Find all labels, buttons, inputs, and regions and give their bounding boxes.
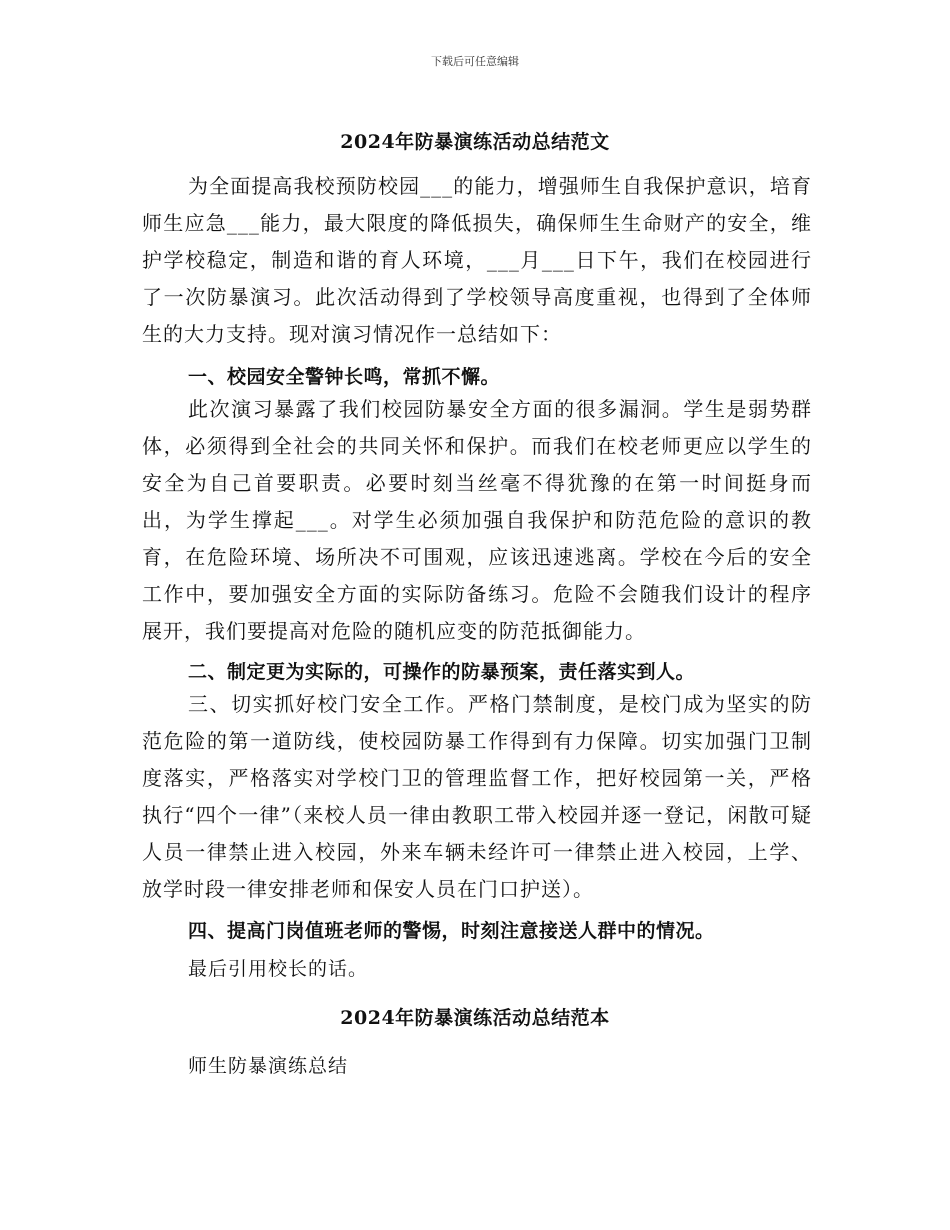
closing-line: 最后引用校长的话。 xyxy=(188,958,369,980)
section-heading-4: 四、提高门岗值班老师的警惕，时刻注意接送人群中的情况。 xyxy=(188,920,715,942)
section-heading-2: 二、制定更为实际的，可操作的防暴预案，责任落实到人。 xyxy=(188,661,696,683)
second-document-title: 2024年防暴演练活动总结范本 xyxy=(340,1007,610,1029)
section-1-paragraph: 此次演习暴露了我们校园防暴安全方面的很多漏洞。学生是弱势群体，必须得到全社会的共同关怀和保护。而我们在校老师更应以学生的安全为自己首要职责。必要时刻当丝毫不得犹豫的在第一时间挺身而出，为学生撑起___。对学生必须加强自我保护和防范危险的意识的教育，在危险环境、场所决不可围观，应该迅速逃离。学校在今后的安全工作中，要加强安全方面的实际防备练习。危险不会随我们设计的程序展开，我们要提高对危险的随机应变的防范抵御能力。 xyxy=(142,397,812,643)
intro-paragraph: 为全面提高我校预防校园___的能力，增强师生自我保护意识，培育师生应急___能力，最大限度的降低损失，确保师生生命财产的安全，维护学校稳定，制造和谐的育人环境，___月___日下午，我们在校园进行了一次防暴演习。此次活动得到了学校领导高度重视，也得到了全体师生的大力支持。现对演习情况作一总结如下： xyxy=(142,174,812,346)
section-heading-1: 一、校园安全警钟长鸣，常抓不懈。 xyxy=(188,366,501,388)
document-title: 2024年防暴演练活动总结范文 xyxy=(340,131,610,153)
header-note: 下载后可任意编辑 xyxy=(431,55,519,68)
section-3-paragraph: 三、切实抓好校门安全工作。严格门禁制度，是校门成为坚实的防范危险的第一道防线，使校园防暴工作得到有力保障。切实加强门卫制度落实，严格落实对学校门卫的管理监督工作，把好校园第一关，严格执行“四个一律”（来校人员一律由教职工带入校园并逐一登记，闲散可疑人员一律禁止进入校园，外来车辆未经许可一律禁止进入校园，上学、放学时段一律安排老师和保安人员在门口护送）。 xyxy=(142,692,812,901)
subtitle-line: 师生防暴演练总结 xyxy=(188,1055,349,1077)
